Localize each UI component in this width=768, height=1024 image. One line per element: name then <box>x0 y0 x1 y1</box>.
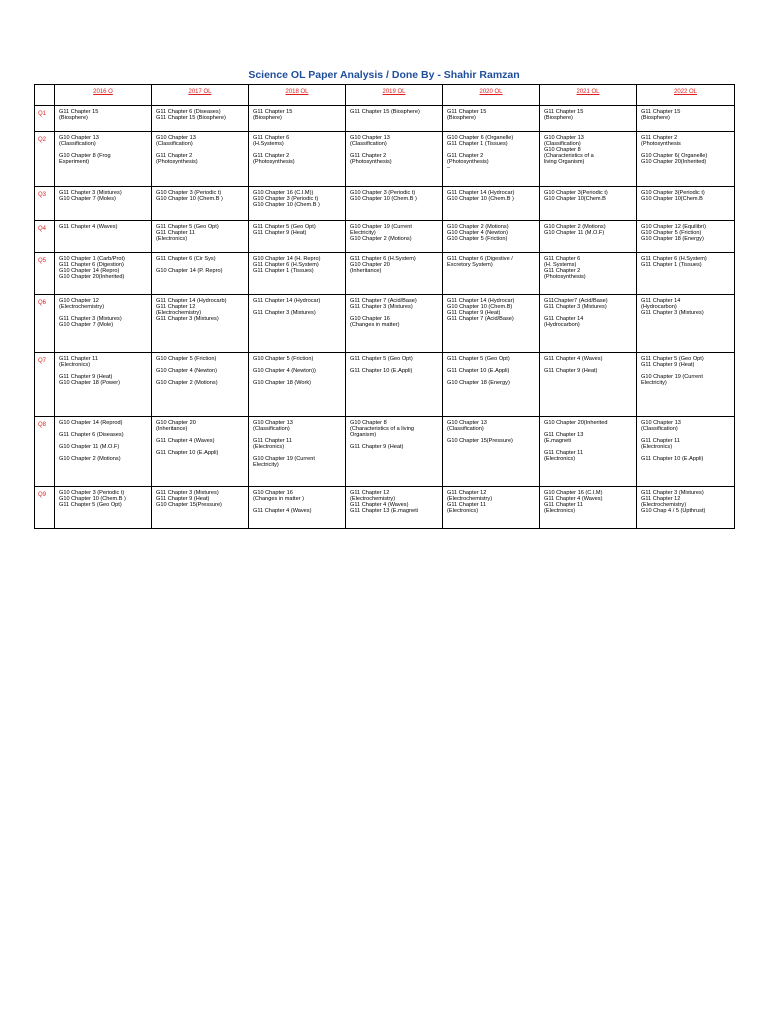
table-cell <box>249 106 346 132</box>
page-title: Science OL Paper Analysis / Done By - Shahir Ramzan <box>248 69 520 81</box>
table-cell <box>637 132 735 187</box>
cell-text: G11 Chapter 15 <box>253 109 293 115</box>
question-label: Q2 <box>35 132 55 187</box>
question-label: Q1 <box>35 106 55 132</box>
cell-text: G11 Chapter 5 (Geo Opt) <box>156 224 219 230</box>
cell-text: G10 Chapter 18 (Energy) <box>447 380 510 387</box>
cell-text: G11 Chapter 14 (Hydrocar) <box>253 298 321 304</box>
cell-text: G10 Chapter 14 (H. Repro) <box>253 256 321 262</box>
cell-text: (Classification) <box>641 426 678 433</box>
cell-text: G10 Chapter 13 <box>253 420 293 426</box>
cell-text: G11 Chapter 3 (Mixtures) <box>59 190 122 196</box>
cell-text: G10 Chapter 13 <box>156 135 196 141</box>
cell-text: G11 Chapter 6 (Digestive / <box>447 256 513 262</box>
table-cell <box>249 187 346 221</box>
header-row <box>35 85 735 106</box>
cell-text: (Electronics) <box>156 236 188 243</box>
table-cell <box>55 295 152 353</box>
table-cell <box>346 487 443 529</box>
cell-text: G10 Chapter 14 (Repro) <box>59 268 120 275</box>
cell-text: G11 Chapter 11 <box>544 502 583 509</box>
cell-text: G11 Chapter 9 (Heat) <box>641 362 695 369</box>
cell-text: (Biosphere) <box>253 115 282 122</box>
cell-text: G10 Chapter 13 <box>59 135 99 141</box>
cell-text: G10 Chapter 12 (Equilibri) <box>641 224 706 230</box>
cell-text: G11 Chapter 2 <box>350 153 387 160</box>
question-label: Q8 <box>35 417 55 487</box>
table-cell <box>55 353 152 417</box>
cell-text: G10 Chapter 10 (Chem.B ) <box>156 196 223 203</box>
cell-text: G11 Chapter 5 (Geo Opt) <box>59 502 122 509</box>
year-header: 2016 O <box>55 85 152 106</box>
cell-text: G10 Chapter 10 (Chem.B) <box>447 304 513 311</box>
table-row <box>35 253 735 295</box>
table-cell <box>55 417 152 487</box>
table-cell <box>249 295 346 353</box>
cell-text: G11 Chapter 2 <box>544 268 581 275</box>
analysis-table <box>34 84 735 529</box>
cell-text: G10 Chapter 20(Inherited) <box>59 274 125 281</box>
table-row <box>35 187 735 221</box>
table-cell <box>637 106 735 132</box>
cell-text: G10 Chapter 19 (Current <box>253 456 315 463</box>
cell-text: (Classification) <box>544 141 581 148</box>
table-row <box>35 417 735 487</box>
cell-text: G10 Chapter 18 (Work) <box>253 380 312 387</box>
year-header: 2021 OL <box>540 85 637 106</box>
cell-text: (Changes in matter) <box>350 322 400 329</box>
table-cell <box>346 295 443 353</box>
cell-text: (Photosynthesis) <box>350 159 392 166</box>
table-cell <box>443 295 540 353</box>
cell-text: G11 Chapter 13 <box>544 432 584 439</box>
table-cell <box>637 487 735 529</box>
cell-text: (Inheritance) <box>156 426 188 433</box>
cell-text: G11 Chapter 5 (Geo Opt) <box>447 356 510 362</box>
cell-text: G11 Chapter 9 (Heat) <box>350 444 404 451</box>
cell-text: G11 Chapter 14 <box>641 298 681 304</box>
cell-text: G11 Chapter 4 (Waves) <box>350 502 409 509</box>
cell-text: G10 Chapter 4 (Newton) <box>447 230 508 237</box>
table-cell <box>152 106 249 132</box>
table-cell <box>249 221 346 253</box>
cell-text: (Classification) <box>59 141 96 148</box>
table-row <box>35 106 735 132</box>
cell-text: G10 Chapter 8 <box>544 147 581 154</box>
cell-text: (Biosphere) <box>544 115 573 122</box>
cell-text: (H. Systems) <box>544 262 577 269</box>
cell-text: (Electronics) <box>544 508 576 515</box>
table-body <box>35 106 735 529</box>
cell-text: (Characteristics of a <box>544 153 594 160</box>
table-cell <box>249 353 346 417</box>
cell-text: G11 Chapter 6 (H.System) <box>641 256 707 262</box>
cell-text: (Biosphere) <box>641 115 670 122</box>
table-cell <box>637 187 735 221</box>
cell-text: G10 Chapter 16 <box>253 490 293 496</box>
cell-text: G11 Chapter 14 (Hydrocar) <box>447 190 515 196</box>
table-row <box>35 295 735 353</box>
cell-text: G10 Chapter 15(Pressure) <box>156 502 222 509</box>
cell-text: G11 Chapter 10 (E.Appli) <box>447 368 510 375</box>
cell-text: (Characteristics of a living <box>350 426 415 433</box>
cell-text: G11 Chapter 3 (Mixtures) <box>350 304 413 311</box>
table-cell <box>346 187 443 221</box>
cell-text: G11 Chapter 3 (Mixtures) <box>156 490 219 496</box>
cell-text: (Electrochemistry) <box>59 304 105 311</box>
question-label: Q5 <box>35 253 55 295</box>
cell-text: G11 Chapter 2 <box>447 153 484 160</box>
table-cell <box>443 253 540 295</box>
cell-text: Electricity) <box>253 462 279 469</box>
cell-text: G10 Chapter 16 <box>350 316 390 323</box>
cell-text: G11 Chapter 14 (Hydrocarb) <box>156 298 227 304</box>
table-cell <box>443 132 540 187</box>
table-cell <box>346 132 443 187</box>
table-row <box>35 221 735 253</box>
cell-text: G10 Chapter 18 (Energy) <box>641 236 704 243</box>
cell-text: living Organism) <box>544 159 585 166</box>
cell-text: G11 Chapter 11 <box>253 438 292 445</box>
cell-text: G11 Chapter 1 (Tissues) <box>641 262 702 269</box>
cell-text: G10 Chapter 14 (Reprod) <box>59 420 123 426</box>
table-cell <box>637 417 735 487</box>
table-cell <box>346 221 443 253</box>
cell-text: G10 Chapter 4 (Newton) <box>156 368 217 375</box>
table-row <box>35 132 735 187</box>
cell-text: G11 Chapter 2 <box>253 153 290 160</box>
cell-text: G10 Chapter 8 <box>350 420 387 426</box>
cell-text: G10 Chapter 20 <box>156 420 196 426</box>
cell-text: G10 Chapter 3(Periodic t) <box>544 190 608 196</box>
cell-text: G11 Chapter 4 (Waves) <box>544 356 603 362</box>
table-cell <box>55 253 152 295</box>
cell-text: (Electronics) <box>253 444 285 451</box>
cell-text: Electricity) <box>350 230 376 237</box>
year-header: 2022 OL <box>637 85 735 106</box>
cell-text: G11 Chapter 15 (Biosphere) <box>350 109 420 115</box>
cell-text: (Electronics) <box>641 444 673 451</box>
cell-text: G10 Chapter 4 (Newton)) <box>253 368 316 375</box>
cell-text: G10 Chapter 11 (M.O.F) <box>59 444 120 451</box>
cell-text: G10 Chapter 10(Chem.B <box>544 196 606 203</box>
cell-text: G10 Chapter 10 (Chem.B ) <box>350 196 417 203</box>
cell-text: (Electrochemistry) <box>641 502 687 509</box>
table-cell <box>55 106 152 132</box>
cell-text: G11 Chapter 15 <box>641 109 681 115</box>
cell-text: G11 Chapter 10 (E.Appli) <box>156 450 219 457</box>
cell-text: (Electrochemistry) <box>156 310 202 317</box>
cell-text: (Electronics) <box>544 456 576 463</box>
cell-text: G10 Chapter 3 (Periodic t) <box>350 190 416 196</box>
table-cell <box>152 253 249 295</box>
year-header: 2020 OL <box>443 85 540 106</box>
cell-text: G11 Chapter 3 (Mixtures) <box>544 304 607 311</box>
cell-text: G11 Chapter 6 <box>253 135 290 141</box>
cell-text: G11 Chapter 15 (Biosphere) <box>156 115 226 122</box>
cell-text: G10 Chapter 10 (Chem.B ) <box>59 496 126 503</box>
year-header: 2017 OL <box>152 85 249 106</box>
cell-text: G11 Chapter 9 (Heat) <box>544 368 598 375</box>
cell-text: G10 Chapter 19 (Current <box>641 374 703 381</box>
cell-text: G10 Chapter 3(Periodic t) <box>641 190 705 196</box>
cell-text: G11Chapter7 (Acid/Base) <box>544 298 608 304</box>
table-cell <box>637 353 735 417</box>
cell-text: G11 Chapter 12 <box>350 490 390 496</box>
cell-text: G11 Chapter 11 <box>59 356 98 362</box>
cell-text: G11 Chapter 12 <box>641 496 681 503</box>
cell-text: G10 Chapter 20(Inherited) <box>641 159 707 166</box>
table-cell <box>637 221 735 253</box>
cell-text: G10 Chapter 5 (Friction) <box>447 236 508 243</box>
cell-text: G11 Chapter 1 (Tissues) <box>447 141 508 148</box>
cell-text: G10 Chapter 13 <box>447 420 487 426</box>
cell-text: G11 Chapter 6 (Cir Sys) <box>156 256 216 262</box>
cell-text: (Classification) <box>447 426 484 433</box>
table-cell <box>55 487 152 529</box>
cell-text: G11 Chapter 3 (Mixtures) <box>641 490 704 496</box>
cell-text: Experiment) <box>59 159 90 166</box>
cell-text: G10 Chapter 16 (C.I.M)) <box>253 190 314 196</box>
cell-text: (Classification) <box>350 141 387 148</box>
cell-text: G11 Chapter 3 (Mixtures) <box>59 316 122 323</box>
cell-text: (Hydrocarbon) <box>544 322 580 329</box>
cell-text: G11 Chapter 6 (H.System) <box>253 262 319 269</box>
cell-text: (Changes in matter ) <box>253 496 304 503</box>
cell-text: G11 Chapter 11 <box>156 230 195 237</box>
cell-text: G10 Chapter 2 (Motions) <box>350 236 412 243</box>
table-cell <box>346 106 443 132</box>
table-cell <box>152 221 249 253</box>
cell-text: G11 Chapter 11 <box>641 438 680 445</box>
table-cell <box>540 417 637 487</box>
cell-text: G11 Chapter 1 (Tissues) <box>253 268 314 275</box>
cell-text: G11 Chapter 7 (Acid/Base) <box>447 316 514 323</box>
cell-text: G11 Chapter 3 (Mixtures) <box>641 310 704 317</box>
cell-text: G11 Chapter 6 (Digestion) <box>59 262 124 269</box>
cell-text: G11 Chapter 15 <box>447 109 487 115</box>
cell-text: G10 Chapter 6( Organelle) <box>641 153 708 160</box>
cell-text: G10 Chapter 2 (Motions) <box>544 224 606 230</box>
table-cell <box>249 487 346 529</box>
cell-text: (E.magneti <box>544 438 572 445</box>
cell-text: G10 Chap 4 / 5 (Upthrust) <box>641 508 706 515</box>
cell-text: G10 Chapter 1 (Carb/Prot) <box>59 256 125 262</box>
cell-text: G11 Chapter 9 (Heat) <box>156 496 210 503</box>
cell-text: G11 Chapter 15 <box>59 109 99 115</box>
cell-text: G10 Chapter 13 <box>544 135 584 141</box>
cell-text: G11 Chapter 11 <box>544 450 583 457</box>
cell-text: G10 Chapter 12 <box>59 298 99 304</box>
cell-text: G10 Chapter 3 (Periodic t) <box>59 490 125 496</box>
table-cell <box>152 353 249 417</box>
cell-text: G10 Chapter 5 (Friction) <box>156 356 217 362</box>
cell-text: G10 Chapter 7 (Moles) <box>59 196 116 203</box>
cell-text: G11 Chapter 6 (Diseases) <box>156 109 221 115</box>
table-cell <box>540 253 637 295</box>
cell-text: G11 Chapter 2 <box>156 153 193 160</box>
table-cell <box>152 295 249 353</box>
table-cell <box>443 417 540 487</box>
cell-text: (Classification) <box>156 141 193 148</box>
table-cell <box>443 106 540 132</box>
cell-text: (Electrochemistry) <box>447 496 493 503</box>
cell-text: (Photosynthesis) <box>447 159 489 166</box>
cell-text: G10 Chapter 10 (Chem.B ) <box>253 202 320 209</box>
cell-text: G10 Chapter 2 (Motions) <box>156 380 218 387</box>
cell-text: G10 Chapter 10 (Chem.B ) <box>447 196 514 203</box>
year-header: 2019 OL <box>346 85 443 106</box>
table-cell <box>152 487 249 529</box>
cell-text: G11 Chapter 5 (Geo Opt) <box>641 356 704 362</box>
cell-text: G11 Chapter 6 <box>544 256 581 262</box>
cell-text: G11 Chapter 3 (Mixtures) <box>156 316 219 323</box>
cell-text: G11 Chapter 7 (Acid/Base) <box>350 298 417 304</box>
cell-text: G11 Chapter 5 (Geo Opt) <box>350 356 413 362</box>
cell-text: G11 Chapter 11 <box>447 502 486 509</box>
cell-text: G11 Chapter 12 <box>156 304 196 311</box>
cell-text: (H.Systems) <box>253 141 284 148</box>
cell-text: G11 Chapter 5 (Geo Opt) <box>253 224 316 230</box>
cell-text: G10 Chapter 5 (Friction) <box>641 230 702 237</box>
table-cell <box>540 295 637 353</box>
table-cell <box>443 187 540 221</box>
cell-text: G10 Chapter 18 (Power) <box>59 380 120 387</box>
cell-text: G10 Chapter 10(Chem.B <box>641 196 703 203</box>
cell-text: G10 Chapter 20 <box>350 262 390 269</box>
cell-text: (Inheritance) <box>350 268 382 275</box>
cell-text: G11 Chapter 12 <box>447 490 487 496</box>
cell-text: G10 Chapter 3 (Periodic t) <box>156 190 222 196</box>
cell-text: Electricity) <box>641 380 667 387</box>
cell-text: G10 Chapter 16 (C.I.M) <box>544 490 603 496</box>
cell-text: G11 Chapter 6 (Diseases) <box>59 432 124 439</box>
question-label: Q6 <box>35 295 55 353</box>
table-cell <box>55 187 152 221</box>
table-cell <box>346 353 443 417</box>
cell-text: G11 Chapter 4 (Waves) <box>544 496 603 503</box>
question-label: Q3 <box>35 187 55 221</box>
table-cell <box>55 132 152 187</box>
cell-text: G11 Chapter 9 (Heat) <box>59 374 113 381</box>
cell-text: G11 Chapter 2 <box>641 135 678 141</box>
table-cell <box>152 132 249 187</box>
cell-text: G11 Chapter 14 (Hydrocar) <box>447 298 515 304</box>
cell-text: – <box>447 165 451 172</box>
table-cell <box>249 253 346 295</box>
table-cell <box>540 487 637 529</box>
table-cell <box>55 221 152 253</box>
cell-text: G10 Chapter 7 (Mole) <box>59 322 114 329</box>
table-cell <box>346 253 443 295</box>
table-cell <box>443 353 540 417</box>
cell-text: G11 Chapter 6 (H.System) <box>350 256 416 262</box>
question-label: Q4 <box>35 221 55 253</box>
cell-text: Excretory System) <box>447 262 493 269</box>
cell-text: (Electronics) <box>59 362 91 369</box>
cell-text: G11 Chapter 4 (Waves) <box>253 508 312 515</box>
cell-text: (Photosynthesis <box>641 141 681 148</box>
cell-text: G10 Chapter 6 (Organelle) <box>447 135 514 141</box>
question-label: Q7 <box>35 353 55 417</box>
table-cell <box>249 417 346 487</box>
cell-text: (Biosphere) <box>447 115 476 122</box>
table-row <box>35 487 735 529</box>
table-cell <box>152 187 249 221</box>
cell-text: (Photosynthesis) <box>156 159 198 166</box>
cell-text: (Hydrocarbon) <box>641 304 677 311</box>
cell-text: G10 Chapter 3 (Periodic t) <box>253 196 319 203</box>
question-label: Q9 <box>35 487 55 529</box>
cell-text: G10 Chapter 8 (Frog <box>59 153 111 160</box>
cell-text: G11 Chapter 9 (Heat) <box>447 310 501 317</box>
cell-text: G10 Chapter 14 (P. Repro) <box>156 268 223 275</box>
table-cell <box>637 295 735 353</box>
cell-text: G11 Chapter 3 (Mixtures) <box>253 310 316 317</box>
table-cell <box>443 221 540 253</box>
cell-text: G10 Chapter 15(Pressure) <box>447 438 513 445</box>
table-cell <box>637 253 735 295</box>
cell-text: (Photosynthesis) <box>253 159 295 166</box>
cell-text: (Photosynthesis) <box>544 274 586 281</box>
cell-text: Organism) <box>350 432 377 439</box>
table-cell <box>443 487 540 529</box>
cell-text: G10 Chapter 19 (Current <box>350 224 412 230</box>
cell-text: G11 Chapter 14 <box>544 316 584 323</box>
table-cell <box>152 417 249 487</box>
cell-text: G11 Chapter 4 (Waves) <box>59 224 118 230</box>
cell-text: (Electrochemistry) <box>350 496 396 503</box>
corner-cell <box>35 85 55 106</box>
cell-text: (Electronics) <box>447 508 479 515</box>
table-cell <box>540 132 637 187</box>
year-header: 2018 OL <box>249 85 346 106</box>
cell-text: (Biosphere) <box>59 115 88 122</box>
cell-text: G11 Chapter 9 (Heat) <box>253 230 307 237</box>
table-cell <box>346 417 443 487</box>
cell-text: G10 Chapter 20(Inherited <box>544 420 608 426</box>
table-cell <box>540 221 637 253</box>
table-row <box>35 353 735 417</box>
cell-text: (Classification) <box>253 426 290 433</box>
cell-text: G10 Chapter 13 <box>350 135 390 141</box>
cell-text: G11 Chapter 10 (E.Appli) <box>350 368 413 375</box>
table-cell <box>540 353 637 417</box>
cell-text: G11 Chapter 10 (E.Appli) <box>641 456 704 463</box>
cell-text: G10 Chapter 11 (M.O.F) <box>544 230 605 237</box>
table-cell <box>540 106 637 132</box>
table-cell <box>540 187 637 221</box>
cell-text: G10 Chapter 13 <box>641 420 681 426</box>
table-cell <box>249 132 346 187</box>
cell-text: G11 Chapter 4 (Waves) <box>156 438 215 445</box>
cell-text: G10 Chapter 2 (Motions) <box>59 456 121 463</box>
cell-text: G10 Chapter 5 (Friction) <box>253 356 314 362</box>
cell-text: G11 Chapter 15 <box>544 109 584 115</box>
cell-text: G10 Chapter 2 (Motions) <box>447 224 509 230</box>
cell-text: G11 Chapter 13 (E.magneti <box>350 508 418 515</box>
